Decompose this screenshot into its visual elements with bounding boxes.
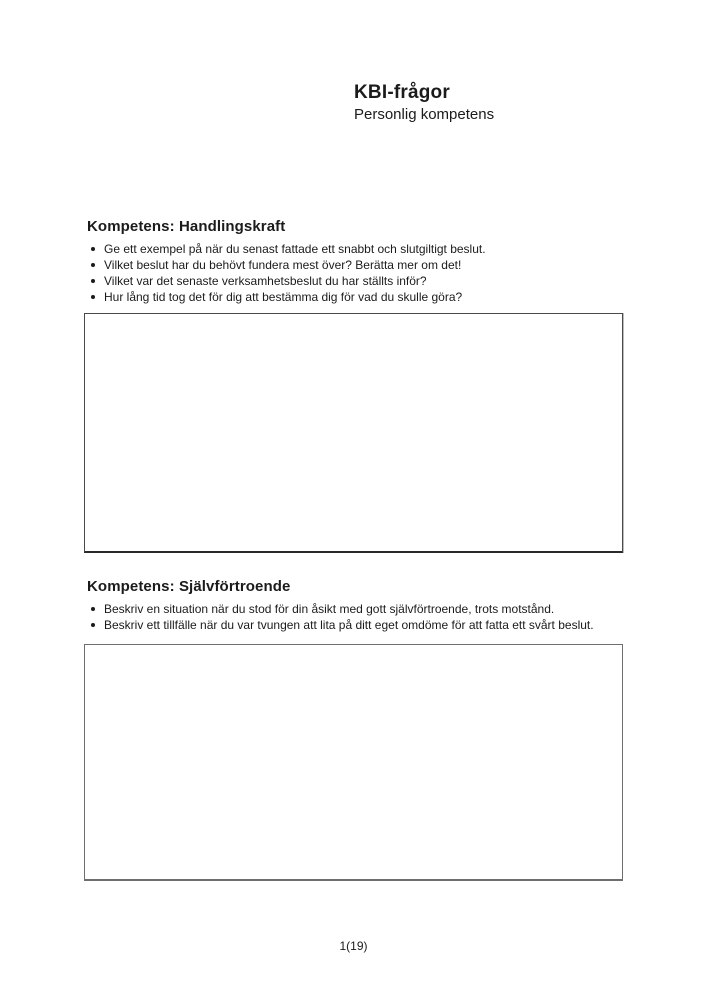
question-item: Beskriv en situation när du stod för din åsikt med gott självförtroende, trots motstånd. bbox=[87, 601, 632, 617]
question-item: Hur lång tid tog det för dig att bestämma dig för vad du skulle göra? bbox=[87, 289, 632, 305]
question-list bbox=[87, 241, 632, 305]
document-header bbox=[354, 82, 494, 124]
section-sjalvfortroende bbox=[87, 578, 632, 633]
section-heading: Kompetens: Självförtroende bbox=[87, 578, 291, 595]
section-heading: Kompetens: Handlingskraft bbox=[87, 218, 286, 235]
question-item: Vilket beslut har du behövt fundera mest över? Berätta mer om det! bbox=[87, 257, 632, 273]
document-title: KBI-frågor bbox=[354, 82, 450, 103]
question-item: Ge ett exempel på när du senast fattade ett snabbt och slutgiltigt beslut. bbox=[87, 241, 632, 257]
section-handlingskraft bbox=[87, 218, 632, 305]
question-item: Beskriv ett tillfälle när du var tvungen att lita på ditt eget omdöme för att fatta ett svårt beslut. bbox=[87, 617, 632, 633]
question-list bbox=[87, 601, 632, 633]
document-subtitle: Personlig kompetens bbox=[354, 105, 495, 123]
page-number: 1(19) bbox=[339, 939, 368, 953]
answer-box-handlingskraft[interactable] bbox=[84, 313, 623, 553]
question-item: Vilket var det senaste verksamhetsbeslut du har ställts inför? bbox=[87, 273, 632, 289]
answer-box-sjalvfortroende[interactable] bbox=[84, 644, 623, 881]
